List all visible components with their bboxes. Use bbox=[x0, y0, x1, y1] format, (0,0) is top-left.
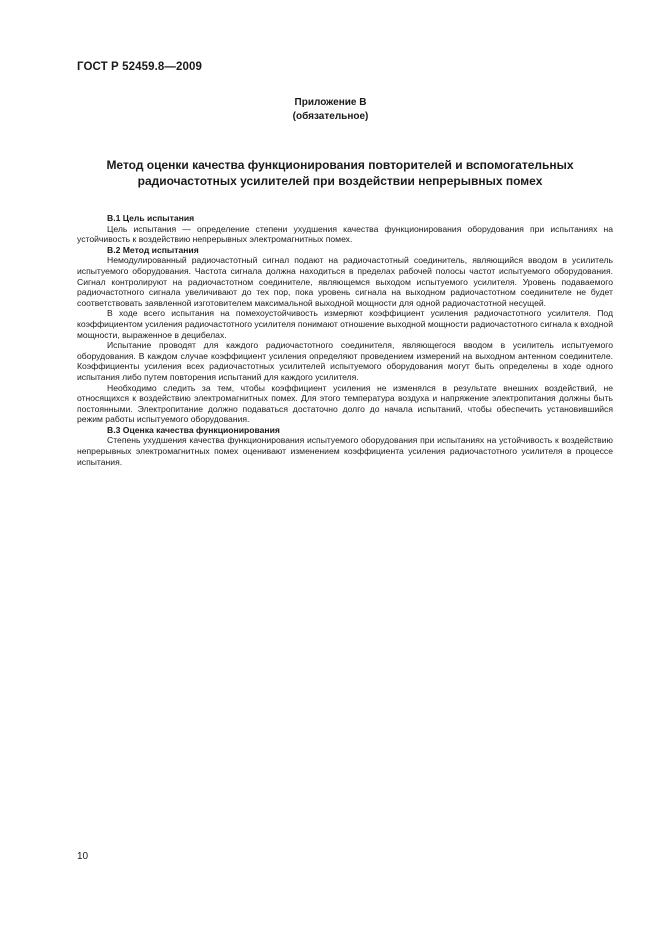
annex-status: (обязательное) bbox=[292, 111, 369, 122]
title-line-1: Метод оценки качества функционирования повторителей и вспомогательных bbox=[106, 158, 574, 172]
section-heading-b2: В.2 Метод испытания bbox=[107, 244, 199, 255]
paragraph: В ходе всего испытания на помехоустойчивость измеряют коэффициент усиления радиочастотного усилителя. Под коэффициентом усиления радиочастотного усилителя понимают отношение выходной мощности радиочастотного сигнала к входной мощности, выраженное в децибелах. bbox=[77, 308, 613, 340]
document-title bbox=[90, 157, 590, 189]
page-number: 10 bbox=[77, 851, 89, 862]
paragraph: Необходимо следить за тем, чтобы коэффициент усиления не изменялся в результате внешних воздействий, не относящихся к воздействию электромагнитных помех. Для этого температура воздуха и напряжение электропитания должны быть постоянными. Электропитание должно подаваться достаточно долго до начала испытаний, чтобы обеспечить установившийся режим работы испытуемого оборудования. bbox=[77, 382, 613, 425]
document-body bbox=[77, 213, 613, 467]
annex-label: Приложение В bbox=[294, 97, 367, 108]
section-heading-b3: В.3 Оценка качества функционирования bbox=[107, 424, 280, 435]
section-heading-b1: В.1 Цель испытания bbox=[107, 213, 195, 223]
paragraph: Степень ухудшения качества функционирования испытуемого оборудования при испытаниях на устойчивость к воздействию непрерывных электромагнитных помех оценивают изменением коэффициента усиления радиочастотного усилителя в процессе испытания. bbox=[77, 435, 613, 467]
paragraph: Цель испытания — определение степени ухудшения качества функционирования оборудования при испытаниях на устойчивость к воздействию непрерывных электромагнитных помех. bbox=[77, 223, 613, 245]
paragraph: Испытание проводят для каждого радиочастотного соединителя, являющегося вводом в усилитель испытуемого оборудования. В каждом случае коэффициент усиления определяют проведением измерений на выходном антенном соединителе. Коэффициенты усиления всех радиочастотных усилителей испытуемого оборудования могут быть определены в ходе одного испытания либо путем повторения испытаний для каждого усилителя. bbox=[77, 340, 613, 382]
title-line-2: радиочастотных усилителей при воздействии непрерывных помех bbox=[137, 174, 543, 188]
paragraph: Немодулированный радиочастотный сигнал подают на радиочастотный соединитель, являющийся вводом в усилитель испытуемого оборудования. Частота сигнала должна находиться в пределах рабочей полосы частот испытуемого оборудования. Сигнал контролируют на радиочастотном соединителе, являющемся выходом испытуемого усилителя. Уровень подаваемого радиочастотного сигнала увеличивают до тех пор, пока уровень сигнала на выходном радиочастотном соединителе не будет соответствовать заявленной изготовителем максимальной выходной мощности для одной радиочастотной несущей. bbox=[77, 255, 613, 308]
standard-code: ГОСТ Р 52459.8—2009 bbox=[77, 61, 202, 73]
annex-heading bbox=[0, 96, 661, 124]
